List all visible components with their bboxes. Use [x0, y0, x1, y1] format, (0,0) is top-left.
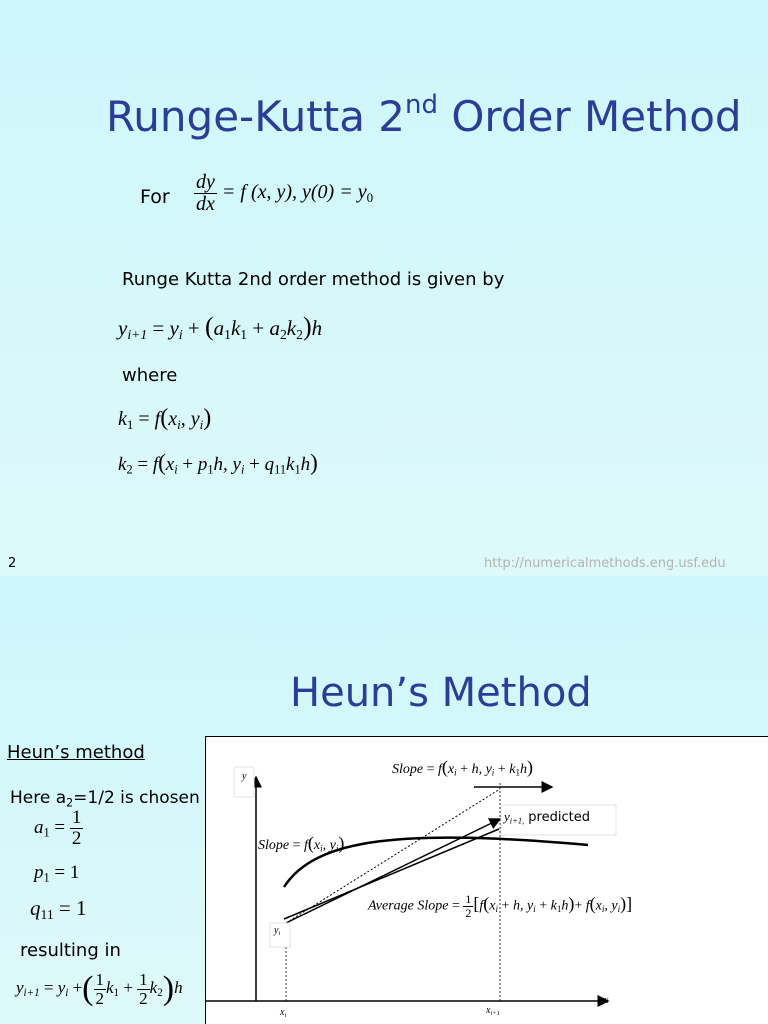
slope-predicted-eq: Slope = $f(x_i + h$, $y_i + k_1h$): [392, 757, 533, 778]
rk2-formula: $y_{i+1} = y_i + (a_1k_1 + a_2k_2)h$: [118, 312, 323, 343]
heun-formula: $y_{i+1} = y_i$ +( $\frac{1}{2}$ $k_1$ + $\frac{1}{2}$ $k_2)h$: [16, 969, 183, 1008]
yi-label: $y_i$: [274, 925, 281, 937]
p1-value: $p_1 = 1$: [34, 862, 80, 885]
slide-title: Runge-Kutta 2nd Order Method: [106, 90, 742, 141]
q11-value: $q_{11} = 1$: [30, 896, 87, 923]
ode-equation: $\frac{dy}{dx}$ = f (x, y), $y(0) = y_0$: [196, 171, 374, 215]
xi-label: $x_i$: [280, 1007, 287, 1019]
y-axis-label: y: [242, 771, 247, 782]
chosen-text: Here $a_2=1/2$ is chosen: [10, 788, 200, 810]
slope-initial-eq: Slope = $f(x_i$, $y_i$): [258, 833, 345, 854]
a1-value: $a_1$ = $\frac{1}{2}$: [34, 807, 82, 849]
k1-formula: $k_1 = f(x_i$, $y_i$): [118, 405, 212, 432]
intro-text: Runge Kutta 2nd order method is given by: [122, 269, 505, 290]
xi1-label: $x_{i+1}$: [486, 1005, 500, 1017]
heun-heading: Heun’s method: [7, 742, 145, 763]
page-number: 2: [8, 556, 17, 571]
where-label: where: [122, 365, 178, 386]
resulting-text: resulting in: [20, 940, 121, 961]
slide-heun: [0, 576, 768, 1024]
heun-diagram: [205, 736, 768, 1024]
slide-title: Heun’s Method: [290, 670, 592, 716]
x-axis-label: x: [604, 995, 609, 1006]
predicted-label: $y_{i+1,}$ predicted: [504, 809, 590, 826]
k2-formula: $k_2 = f(x_i + p_1h$, $y_i + q_{11}k_1h$): [118, 450, 318, 477]
for-label: For: [140, 186, 170, 208]
diagram-graphic: [206, 737, 768, 1024]
footer-url: http://numericalmethods.eng.usf.edu: [484, 556, 726, 571]
average-slope-eq: Average Slope = $\frac{1}{2}$ [$f(x_i + h$, $y_i + k_1h)+ f(x_i$, $y_i$)]: [368, 892, 633, 920]
